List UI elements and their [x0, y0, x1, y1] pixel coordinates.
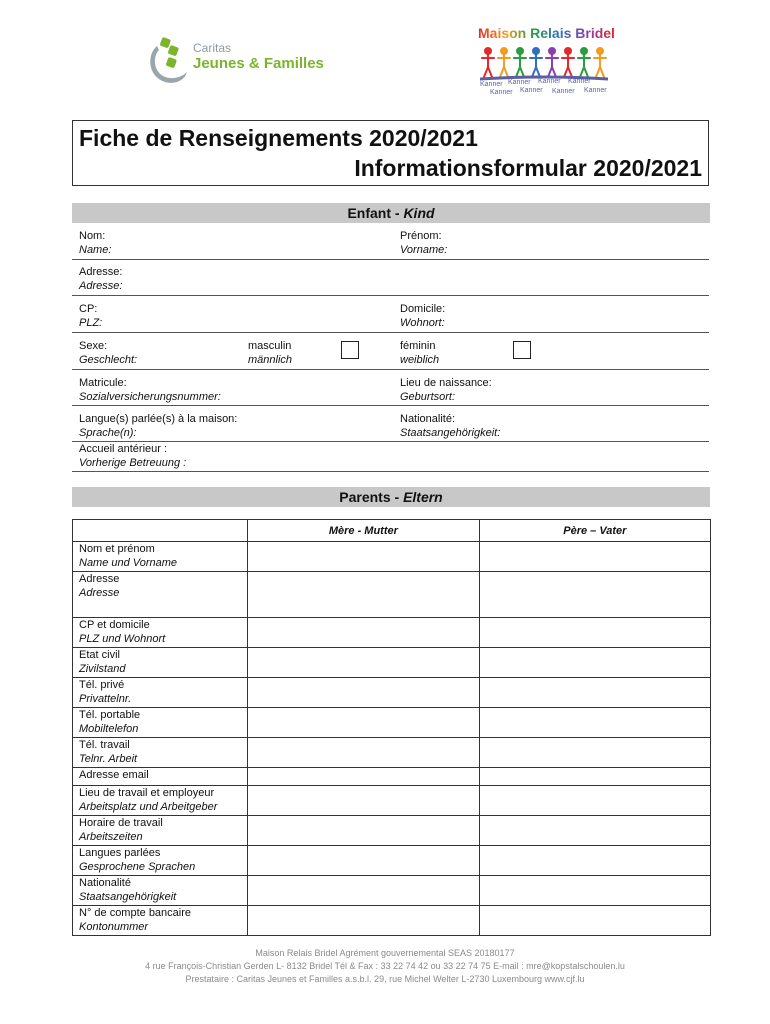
cell-mere[interactable] — [248, 906, 480, 936]
title-box — [72, 120, 709, 186]
cell-mere[interactable] — [248, 846, 480, 876]
row-label-fr: Nationalité — [79, 877, 131, 889]
field-label-de: Name: — [79, 244, 112, 256]
section-header-parents — [72, 487, 710, 507]
cell-mere[interactable] — [248, 572, 480, 618]
field-adresse[interactable] — [79, 265, 122, 293]
cell-mere[interactable] — [248, 876, 480, 906]
table-row — [73, 876, 711, 906]
cell-pere[interactable] — [479, 906, 710, 936]
field-lieu-naissance[interactable] — [400, 376, 492, 404]
table-row — [73, 678, 711, 708]
field-label-fr: Matricule: — [79, 377, 127, 389]
field-nom[interactable] — [79, 229, 111, 257]
maison-relais-logo — [478, 25, 613, 100]
row-label-fr: Lieu de travail et employeur — [79, 787, 215, 799]
row-label-fr: Tél. privé — [79, 679, 125, 691]
option-label-de: männlich — [248, 354, 293, 366]
kanner-word: Kanner — [584, 87, 607, 94]
cell-pere[interactable] — [479, 846, 710, 876]
section-header-enfant — [72, 203, 710, 223]
field-label-de: Sprache(n): — [79, 427, 137, 439]
divider — [72, 369, 709, 370]
section-header-fr: Parents - — [339, 489, 404, 505]
cell-pere[interactable] — [479, 876, 710, 906]
cell-mere[interactable] — [248, 678, 480, 708]
kanner-words — [478, 78, 613, 99]
row-label-de: Kontonummer — [79, 921, 149, 933]
kanner-word: Kanner — [508, 79, 531, 86]
table-row — [73, 648, 711, 678]
cell-pere[interactable] — [479, 572, 710, 618]
row-label — [73, 846, 248, 876]
row-label — [73, 542, 248, 572]
kanner-word: Kanner — [552, 88, 575, 95]
divider — [72, 405, 709, 406]
cell-pere[interactable] — [479, 618, 710, 648]
field-label-fr: Langue(s) parlée(s) à la maison: — [79, 413, 238, 425]
row-label-fr: CP et domicile — [79, 619, 150, 631]
cell-pere[interactable] — [479, 542, 710, 572]
kanner-word: Kanner — [520, 87, 543, 94]
cell-mere[interactable] — [248, 708, 480, 738]
footer-line-1: Maison Relais Bridel Agrément gouvernemental SEAS 20180177 — [255, 948, 515, 958]
field-domicile[interactable] — [400, 302, 445, 330]
field-label-de: Vorherige Betreuung : — [79, 457, 187, 469]
divider — [72, 295, 709, 296]
cell-pere[interactable] — [479, 786, 710, 816]
cell-mere[interactable] — [248, 618, 480, 648]
cell-mere[interactable] — [248, 542, 480, 572]
field-label-de: Staatsangehörigkeit: — [400, 427, 501, 439]
field-label-fr: Lieu de naissance: — [400, 377, 492, 389]
field-label-fr: Accueil antérieur : — [79, 443, 168, 455]
cell-pere[interactable] — [479, 678, 710, 708]
field-label-de: Sozialversicherungsnummer: — [79, 391, 221, 403]
cell-pere[interactable] — [479, 768, 710, 786]
cell-pere[interactable] — [479, 708, 710, 738]
row-label-fr: Tél. portable — [79, 709, 141, 721]
row-label — [73, 618, 248, 648]
row-label — [73, 708, 248, 738]
field-label-fr: Sexe: — [79, 340, 108, 352]
option-label-de: weiblich — [400, 354, 440, 366]
page-title-fr: Fiche de Renseignements 2020/2021 — [79, 125, 478, 151]
divider — [72, 471, 709, 472]
table-row — [73, 816, 711, 846]
field-label-fr: Adresse: — [79, 266, 123, 278]
table-row — [73, 618, 711, 648]
divider — [72, 332, 709, 333]
field-label-de: Geburtsort: — [400, 391, 456, 403]
table-row — [73, 786, 711, 816]
caritas-name: Caritas — [193, 41, 232, 55]
footer-line-2: 4 rue François-Christian Gerden L- 8132 Bridel Tél & Fax : 33 22 74 42 ou 33 22 74 75 E-mail : mre@kopstalschoulen.lu — [145, 961, 625, 971]
row-label-fr: Nom et prénom — [79, 543, 155, 555]
field-label-de: Vorname: — [400, 244, 448, 256]
row-label — [73, 786, 248, 816]
column-header-mere — [248, 520, 480, 542]
column-header-pere — [479, 520, 710, 542]
cell-mere[interactable] — [248, 738, 480, 768]
maison-relais-title: Maison Relais Bridel — [478, 25, 615, 41]
table-row — [73, 768, 711, 786]
field-label-fr: Nom: — [79, 230, 106, 242]
row-label-de: Staatsangehörigkeit — [79, 891, 177, 903]
row-label-fr: Tél. travail — [79, 739, 130, 751]
table-row — [73, 708, 711, 738]
field-label-fr: CP: — [79, 303, 98, 315]
kanner-word: Kanner — [480, 81, 503, 88]
field-accueil[interactable] — [79, 442, 186, 470]
cell-pere[interactable] — [479, 816, 710, 846]
cell-mere[interactable] — [248, 648, 480, 678]
kanner-word: Kanner — [538, 78, 561, 85]
caritas-mark-icon — [145, 32, 189, 86]
field-cp[interactable] — [79, 302, 102, 330]
row-label — [73, 648, 248, 678]
row-label — [73, 768, 248, 786]
row-label-de: Arbeitszeiten — [79, 831, 143, 843]
row-label — [73, 816, 248, 846]
row-label — [73, 906, 248, 936]
section-header-de: Eltern — [403, 489, 443, 505]
caritas-logo — [145, 32, 345, 90]
row-label-de: Telnr. Arbeit — [79, 753, 138, 765]
row-label — [73, 876, 248, 906]
cell-mere[interactable] — [248, 786, 480, 816]
table-header-empty — [73, 520, 248, 542]
row-label-de: Gesprochene Sprachen — [79, 861, 196, 873]
field-label-de: Wohnort: — [400, 317, 445, 329]
field-sexe — [79, 339, 137, 367]
option-feminin — [400, 339, 439, 367]
kanner-word: Kanner — [490, 89, 513, 96]
table-row — [73, 572, 711, 618]
option-label-fr: masculin — [248, 340, 292, 352]
row-label — [73, 572, 248, 618]
footer-line-3: Prestataire : Caritas Jeunes et Familles a.s.b.l. 29, rue Michel Welter L-2730 Luxembourg www.cjf.lu — [185, 974, 585, 984]
option-label-fr: féminin — [400, 340, 436, 352]
column-header-label: Père – Vater — [563, 524, 627, 537]
row-label-de: Adresse — [79, 587, 120, 599]
checkbox-masculin[interactable] — [341, 341, 359, 359]
row-label-de: PLZ und Wohnort — [79, 633, 166, 645]
table-row — [73, 542, 711, 572]
field-label-fr: Prénom: — [400, 230, 442, 242]
row-label-fr: Etat civil — [79, 649, 120, 661]
field-prenom[interactable] — [400, 229, 447, 257]
table-row — [73, 738, 711, 768]
row-label-de: Name und Vorname — [79, 557, 178, 569]
caritas-subtitle: Jeunes & Familles — [193, 55, 324, 72]
cell-mere[interactable] — [248, 768, 480, 786]
divider — [72, 259, 709, 260]
row-label-fr: Adresse email — [79, 769, 149, 781]
row-label — [73, 678, 248, 708]
section-header-de: Kind — [403, 205, 435, 221]
field-langue[interactable] — [79, 412, 237, 440]
kanner-word: Kanner — [568, 78, 591, 85]
row-label-fr: Horaire de travail — [79, 817, 163, 829]
field-label-fr: Domicile: — [400, 303, 446, 315]
checkbox-feminin[interactable] — [513, 341, 531, 359]
row-label-de: Arbeitsplatz und Arbeitgeber — [79, 801, 218, 813]
row-label — [73, 738, 248, 768]
row-label-fr: Adresse — [79, 573, 120, 585]
row-label-de: Mobiltelefon — [79, 723, 139, 735]
option-masculin — [248, 339, 292, 367]
table-header-row — [73, 520, 711, 542]
section-header-fr: Enfant - — [347, 205, 404, 221]
column-header-label: Mère - Mutter — [328, 524, 398, 537]
cell-pere[interactable] — [479, 648, 710, 678]
page-title-de: Informationsformular 2020/2021 — [354, 155, 702, 181]
field-matricule[interactable] — [79, 376, 221, 404]
cell-pere[interactable] — [479, 738, 710, 768]
table-row — [73, 846, 711, 876]
table-row — [73, 906, 711, 936]
row-label-fr: Langues parlées — [79, 847, 161, 859]
field-label-de: Geschlecht: — [79, 354, 138, 366]
row-label-de: Privattelnr. — [79, 693, 132, 705]
field-label-de: PLZ: — [79, 317, 103, 329]
parents-table-body — [73, 542, 711, 936]
field-label-fr: Nationalité: — [400, 413, 456, 425]
field-nationalite[interactable] — [400, 412, 500, 440]
parents-table — [72, 519, 711, 936]
field-label-de: Adresse: — [79, 280, 123, 292]
row-label-de: Zivilstand — [79, 663, 126, 675]
row-label-fr: N° de compte bancaire — [79, 907, 192, 919]
cell-mere[interactable] — [248, 816, 480, 846]
footer — [0, 947, 770, 986]
